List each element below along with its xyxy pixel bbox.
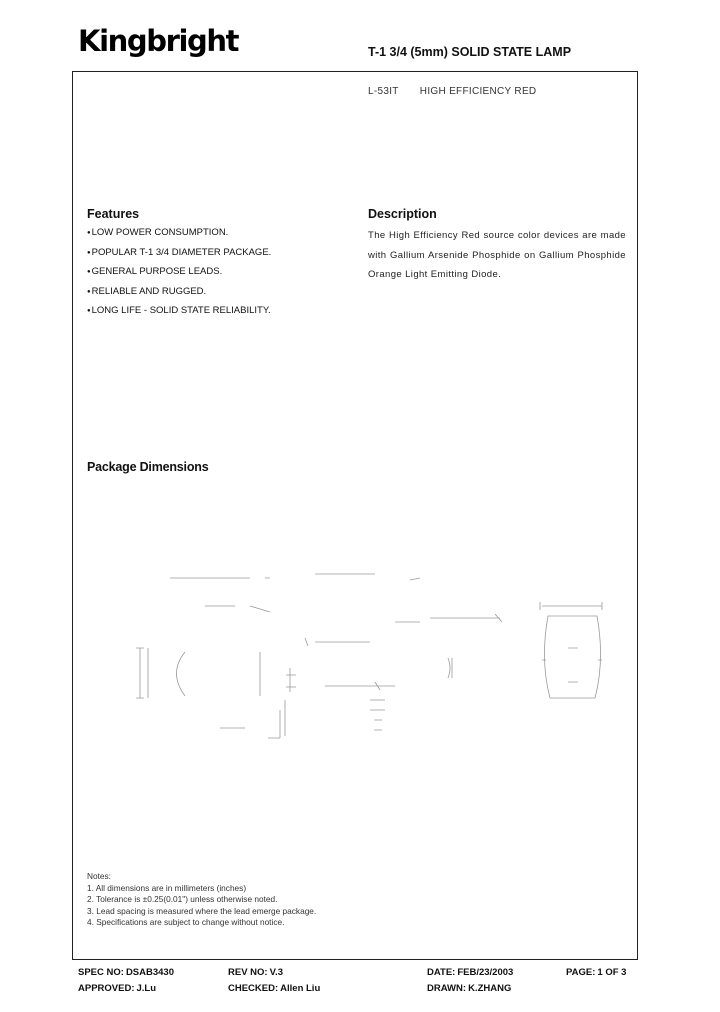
- date-value: FEB/23/2003: [457, 967, 514, 978]
- note-item: 4. Specifications are subject to change without notice.: [87, 917, 285, 927]
- notes-heading: Notes:: [87, 871, 111, 881]
- approved-value: J.Lu: [136, 983, 157, 994]
- note-item: 3. Lead spacing is measured where the lead emerge package.: [87, 905, 317, 916]
- feature-item: ● RELIABLE AND RUGGED.: [87, 285, 271, 305]
- page-label: PAGE:: [566, 967, 596, 978]
- spec-value: DSAB3430: [125, 967, 174, 978]
- brand-logo: Kingbright: [78, 24, 239, 58]
- description-heading: Description: [368, 207, 437, 221]
- drawn-value: K.ZHANG: [468, 983, 512, 994]
- package-dimensions-drawing: [130, 560, 610, 750]
- feature-item: ● GENERAL PURPOSE LEADS.: [87, 265, 271, 285]
- revision-number: [228, 967, 283, 978]
- description-text: The High Efficiency Red source color devices are made with Gallium Arsenide Phosphide on Gallium Phosphide Orange Light Emitting Diode.: [368, 230, 626, 280]
- notes-list: [87, 883, 316, 929]
- content-frame: [72, 71, 638, 960]
- part-number: L-53IT: [368, 86, 399, 97]
- package-heading: Package Dimensions: [87, 460, 209, 474]
- features-list: [87, 226, 271, 324]
- feature-item: ● LONG LIFE - SOLID STATE RELIABILITY.: [87, 304, 271, 324]
- spec-number: [78, 967, 174, 978]
- feature-item: ● POPULAR T-1 3/4 DIAMETER PACKAGE.: [87, 246, 271, 266]
- spec-label: SPEC NO:: [78, 967, 124, 978]
- rev-value: V.3: [269, 967, 283, 978]
- drawn-by: [427, 983, 511, 994]
- approved-by: [78, 983, 156, 994]
- note-item: 1. All dimensions are in millimeters (inches): [87, 882, 247, 893]
- checked-label: CHECKED:: [228, 983, 279, 994]
- document-date: [427, 967, 513, 978]
- date-label: DATE:: [427, 967, 456, 978]
- checked-value: Allen Liu: [280, 983, 321, 994]
- checked-by: [228, 983, 320, 994]
- drawn-label: DRAWN:: [427, 983, 467, 994]
- note-item: 2. Tolerance is ±0.25(0.01") unless otherwise noted.: [87, 894, 278, 904]
- page-value: 1 OF 3: [597, 967, 627, 978]
- rev-label: REV NO:: [228, 967, 268, 978]
- page-number: [566, 967, 626, 978]
- approved-label: APPROVED:: [78, 983, 135, 994]
- part-line: [368, 86, 554, 97]
- notes-section: [87, 871, 316, 929]
- part-name: HIGH EFFICIENCY RED: [419, 86, 537, 97]
- feature-item: ● LOW POWER CONSUMPTION.: [87, 226, 271, 246]
- document-title: T-1 3/4 (5mm) SOLID STATE LAMP: [368, 45, 572, 59]
- features-heading: Features: [87, 207, 140, 221]
